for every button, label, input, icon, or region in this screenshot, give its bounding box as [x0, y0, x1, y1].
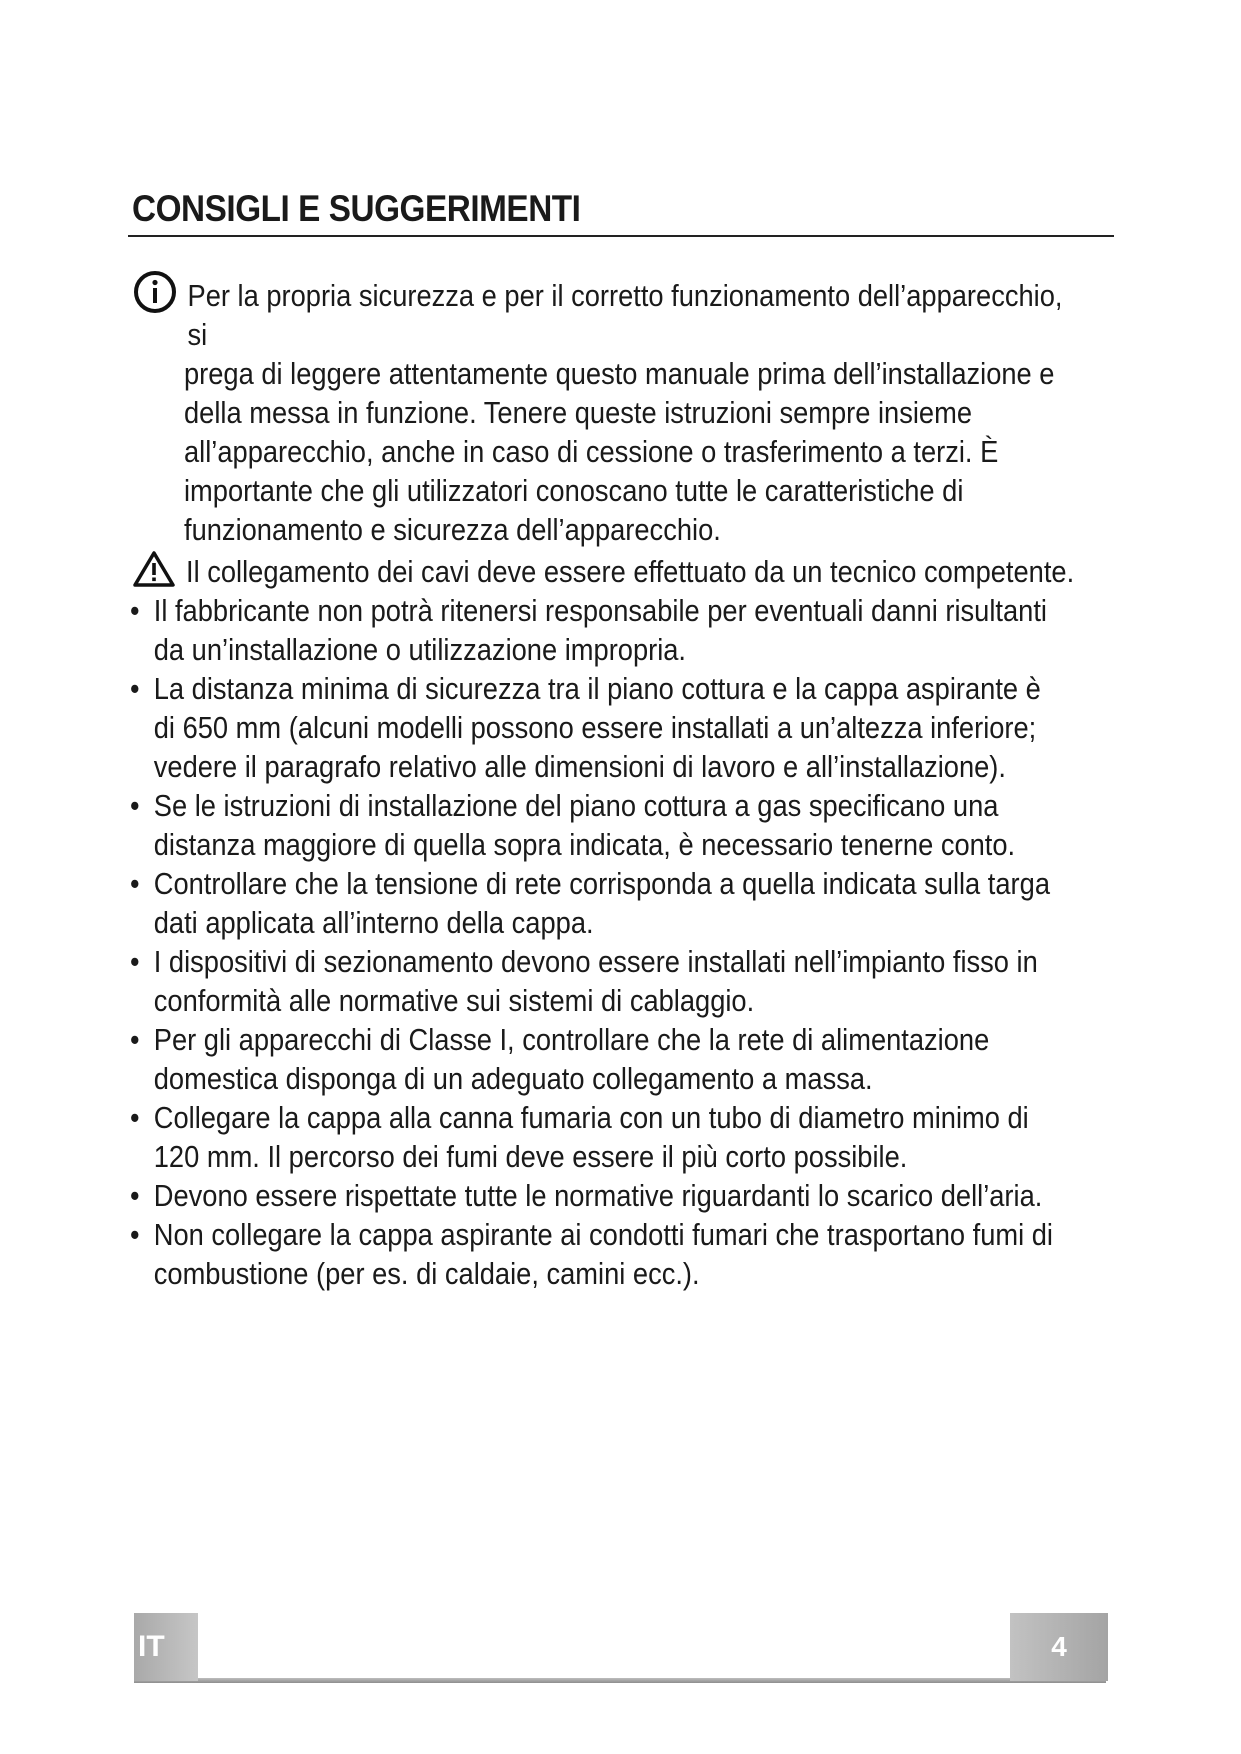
bullet-item: • Il fabbricante non potrà ritenersi responsabile per eventuali danni risultanti da un’installazione o utilizzazione impropria.	[130, 591, 1054, 669]
footer-divider	[134, 1678, 1106, 1683]
page-number: 4	[1010, 1613, 1108, 1681]
bullet-item: • Non collegare la cappa aspirante ai condotti fumari che trasportano fumi di combustione (per es. di caldaie, camini ecc.).	[130, 1215, 1054, 1293]
info-paragraph-first-line: Per la propria sicurezza e per il corretto funzionamento dell’apparecchio, si	[187, 278, 1063, 352]
warning-text: Il collegamento dei cavi deve essere effettuato da un tecnico competente.	[186, 554, 1075, 589]
page-title: CONSIGLI E SUGGERIMENTI	[132, 188, 581, 229]
bullet-item: • Devono essere rispettate tutte le normative riguardanti lo scarico dell’aria.	[130, 1176, 1054, 1215]
bullet-item: • Collegare la cappa alla canna fumaria con un tubo di diametro minimo di 120 mm. Il percorso dei fumi deve essere il più corto possibile.	[130, 1098, 1054, 1176]
bullet-item: • I dispositivi di sezionamento devono essere installati nell’impianto fisso in conformità alle normative sui sistemi di cablaggio.	[130, 942, 1054, 1020]
safety-bullet-list	[130, 591, 1054, 1293]
info-paragraph	[184, 276, 1064, 549]
bullet-item: • Se le istruzioni di installazione del piano cottura a gas specificano una distanza maggiore di quella sopra indicata, è necessario tenerne conto.	[130, 786, 1054, 864]
warning-triangle-icon	[132, 550, 176, 588]
bullet-item: • Controllare che la tensione di rete corrisponda a quella indicata sulla targa dati applicata all’interno della cappa.	[130, 864, 1054, 942]
language-badge: IT	[134, 1613, 198, 1681]
bullet-item: • Per gli apparecchi di Classe I, controllare che la rete di alimentazione domestica disponga di un adeguato collegamento a massa.	[130, 1020, 1054, 1098]
title-underline	[128, 235, 1114, 237]
info-circle-icon	[132, 270, 178, 314]
info-paragraph-body: prega di leggere attentamente questo manuale prima dell’installazione e della messa in funzione. Tenere queste istruzioni sempre insieme all’apparecchio, anche in caso di cessione o trasferimento a terzi. È importante che gli utilizzatori conoscano tutte le caratteristiche di funzionamento e sicurezza dell’apparecchio.	[184, 356, 1055, 547]
bullet-item: • La distanza minima di sicurezza tra il piano cottura e la cappa aspirante è di 650 mm (alcuni modelli possono essere installati a un’altezza inferiore; vedere il paragrafo relativo alle dimensioni di lavoro e all’installazione).	[130, 669, 1054, 786]
